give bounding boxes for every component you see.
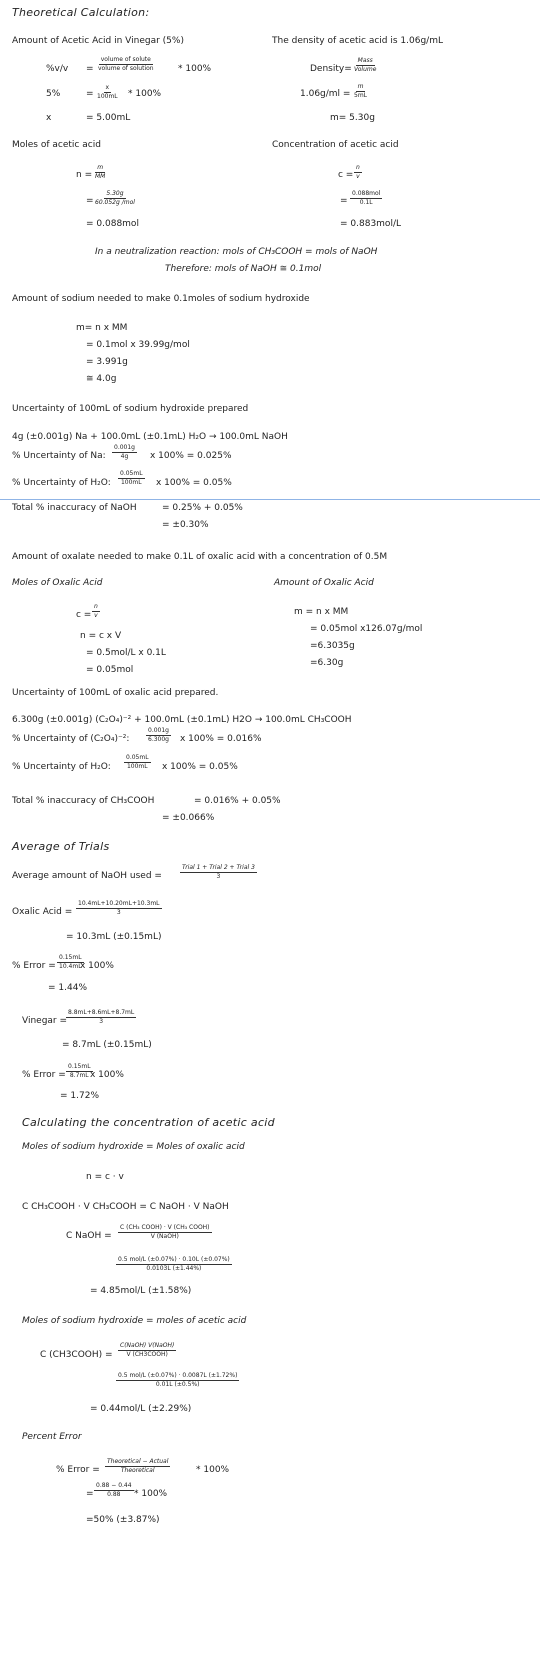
section-title-concentration: Concentration of acetic acid xyxy=(272,140,399,150)
c-label: c = xyxy=(76,610,92,620)
error-label: % Error = xyxy=(56,1465,100,1475)
fraction-trials: Trial 1 + Trial 2 + Trial 3 3 xyxy=(182,864,255,880)
density-label: Density= xyxy=(310,64,352,74)
fraction-x: x 100mL xyxy=(97,84,118,100)
vinegar-average: = 8.7mL (±0.15mL) xyxy=(62,1040,152,1050)
fraction-uncertainty: 0.05mL 100mL xyxy=(120,470,143,486)
error-label: % Error = xyxy=(12,961,56,971)
section-title-density: The density of acetic acid is 1.06g/mL xyxy=(272,36,443,46)
calc-line: = 0.5mol/L x 0.1L xyxy=(86,648,166,658)
equals: = xyxy=(86,89,94,99)
fraction-mass-molar: 5.30g 60.052g /mol xyxy=(95,190,135,206)
label-5pct: 5% xyxy=(46,89,61,99)
fraction-c-naoh: C (CH₃ COOH) · V (CH₃ COOH) V (NaOH) xyxy=(120,1224,210,1240)
c-label: c = xyxy=(338,170,354,180)
fraction-error: 0.15mL 8.7mL xyxy=(68,1063,91,1079)
dilution-equation: C CH₃COOH · V CH₃COOH = C NaOH · V NaOH xyxy=(22,1202,229,1212)
fraction-oxalic-trials: 10.4mL+10.20mL+10.3mL 3 xyxy=(78,900,160,916)
uncertainty-label: % Uncertainty of H₂O: xyxy=(12,478,111,488)
fraction-vinegar-trials: 8.8mL+8.6mL+8.7mL 3 xyxy=(68,1009,135,1025)
formula-ncv: n = c · v xyxy=(86,1172,124,1182)
uncertainty-label: % Uncertainty of Na: xyxy=(12,451,106,461)
uncertainty-result: x 100% = 0.016% xyxy=(180,734,262,744)
uncertainty-label: % Uncertainty of H₂O: xyxy=(12,762,111,772)
times-100: * 100% xyxy=(134,1489,168,1499)
equals: = xyxy=(86,1489,94,1499)
fraction-uncertainty: 0.05mL 100mL xyxy=(126,754,149,770)
calc-line: n = c x V xyxy=(80,631,122,641)
subtitle-moles-equal: Moles of sodium hydroxide = Moles of oxalic acid xyxy=(22,1142,245,1152)
times-100: x 100% xyxy=(80,961,114,971)
total-result: = ±0.066% xyxy=(162,813,215,823)
calc-line: =6.30g xyxy=(310,658,344,668)
reaction-equation: 4g (±0.001g) Na + 100.0mL (±0.1mL) H₂O → 100.0mL NaOH xyxy=(12,432,288,442)
uncertainty-label: % Uncertainty of (C₂O₄)⁻²: xyxy=(12,734,130,744)
section-title-uncertainty-oxalic: Uncertainty of 100mL of oxalic acid prepared. xyxy=(12,688,219,698)
percent-error-result: =50% (±3.87%) xyxy=(86,1515,160,1525)
error-label: % Error = xyxy=(22,1070,66,1080)
vinegar-label: Vinegar = xyxy=(22,1016,68,1026)
error-result: = 1.44% xyxy=(48,983,87,993)
subtitle-moles-acetic: Moles of sodium hydroxide = moles of acetic acid xyxy=(22,1316,247,1326)
times-100: * 100% xyxy=(128,89,162,99)
fraction-c-naoh-values: 0.5 mol/L (±0.07%) · 0.10L (±0.07%) 0.0103L (±1.44%) xyxy=(118,1256,230,1272)
label-vv: %v/v xyxy=(46,64,69,74)
n-label: n = xyxy=(76,170,93,180)
density-value: 1.06g/ml = xyxy=(300,89,351,99)
fraction-mol-l: 0.088mol 0.1L xyxy=(352,190,381,206)
calc-line: ≅ 4.0g xyxy=(86,374,117,384)
total-sum: = 0.016% + 0.05% xyxy=(194,796,281,806)
section-title-percent-error: Percent Error xyxy=(22,1432,82,1442)
divider xyxy=(0,499,540,500)
calc-line: = 0.05mol xyxy=(86,665,134,675)
oxalic-label: Oxalic Acid = xyxy=(12,907,73,917)
c-acetic-label: C (CH3COOH) = xyxy=(40,1350,113,1360)
equals: = xyxy=(86,64,94,74)
section-title-sodium: Amount of sodium needed to make 0.1moles of sodium hydroxide xyxy=(12,294,310,304)
neutralization-note: In a neutralization reaction: mols of CH₃COOH = mols of NaOH xyxy=(95,247,378,257)
section-title-moles: Moles of acetic acid xyxy=(12,140,101,150)
concentration-result: = 0.883mol/L xyxy=(340,219,401,229)
calc-line: m= n x MM xyxy=(76,323,128,333)
c-acetic-result: = 0.44mol/L (±2.29%) xyxy=(90,1404,192,1414)
section-title-average: Average of Trials xyxy=(12,840,110,853)
total-result: = ±0.30% xyxy=(162,520,209,530)
total-label: Total % inaccuracy of CH₃COOH xyxy=(12,796,155,806)
section-title-acetic-acid: Amount of Acetic Acid in Vinegar (5%) xyxy=(12,36,184,46)
page-title: Theoretical Calculation: xyxy=(12,6,150,19)
moles-result: = 0.088mol xyxy=(86,219,139,229)
c-naoh-result: = 4.85mol/L (±1.58%) xyxy=(90,1286,192,1296)
c-naoh-label: C NaOH = xyxy=(66,1231,112,1241)
therefore-note: Therefore: mols of NaOH ≅ 0.1mol xyxy=(165,264,322,274)
calc-line: =6.3035g xyxy=(310,641,355,651)
mass-result: m= 5.30g xyxy=(330,113,375,123)
oxalic-average: = 10.3mL (±0.15mL) xyxy=(66,932,162,942)
fraction-mass-volume: Mass Volume xyxy=(354,57,377,73)
equals: = xyxy=(86,196,94,206)
fraction-m-mm: m MM xyxy=(95,164,106,180)
fraction-uncertainty: 0.001g 4g xyxy=(114,444,135,460)
section-title-concentration-acetic: Calculating the concentration of acetic acid xyxy=(22,1116,275,1129)
equals: = xyxy=(340,196,348,206)
reaction-equation: 6.300g (±0.001g) (C₂O₄)⁻² + 100.0mL (±0.1mL) H2O → 100.0mL CH₃COOH xyxy=(12,715,352,725)
calc-line: = 0.1mol x 39.99g/mol xyxy=(86,340,190,350)
section-title-oxalate: Amount of oxalate needed to make 0.1L of oxalic acid with a concentration of 0.5M xyxy=(12,552,388,562)
uncertainty-result: x 100% = 0.05% xyxy=(162,762,238,772)
moles-oxalic-title: Moles of Oxalic Acid xyxy=(12,578,103,588)
calc-line: = 0.05mol x126.07g/mol xyxy=(310,624,423,634)
uncertainty-result: x 100% = 0.05% xyxy=(156,478,232,488)
fraction-n-v: n v xyxy=(356,164,360,180)
total-label: Total % inaccuracy of NaOH xyxy=(12,503,137,513)
result-x: = 5.00mL xyxy=(86,113,131,123)
amount-oxalic-title: Amount of Oxalic Acid xyxy=(274,578,374,588)
fraction-error-values: 0.88 − 0.44 0.88 xyxy=(96,1482,132,1498)
uncertainty-result: x 100% = 0.025% xyxy=(150,451,232,461)
fraction-error: 0.15mL 10.4mL xyxy=(59,954,82,970)
total-sum: = 0.25% + 0.05% xyxy=(162,503,243,513)
fraction-n-v: n v xyxy=(94,603,98,619)
calc-line: = 3.991g xyxy=(86,357,128,367)
fraction-c-acetic: C(NaOH) V(NaOH) V (CH3COOH) xyxy=(120,1342,175,1358)
calc-line: m = n x MM xyxy=(294,607,349,617)
fraction-c-acetic-values: 0.5 mol/L (±0.07%) · 0.0087L (±1.72%) 0.01L (±0.5%) xyxy=(118,1372,238,1388)
times-100: x 100% xyxy=(90,1070,124,1080)
error-result: = 1.72% xyxy=(60,1091,99,1101)
fraction-volume: volume of solute volume of solution xyxy=(98,56,154,72)
times-100: * 100% xyxy=(178,64,212,74)
fraction-uncertainty: 0.001g 6.300g xyxy=(148,727,169,743)
times-100: * 100% xyxy=(196,1465,230,1475)
section-title-uncertainty-naoh: Uncertainty of 100mL of sodium hydroxide prepared xyxy=(12,404,249,414)
average-label: Average amount of NaOH used = xyxy=(12,871,162,881)
label-x: x xyxy=(46,113,52,123)
fraction-m-5ml: m 5mL xyxy=(354,83,368,99)
fraction-error-formula: Theoretical − Actual Theoretical xyxy=(107,1458,169,1474)
